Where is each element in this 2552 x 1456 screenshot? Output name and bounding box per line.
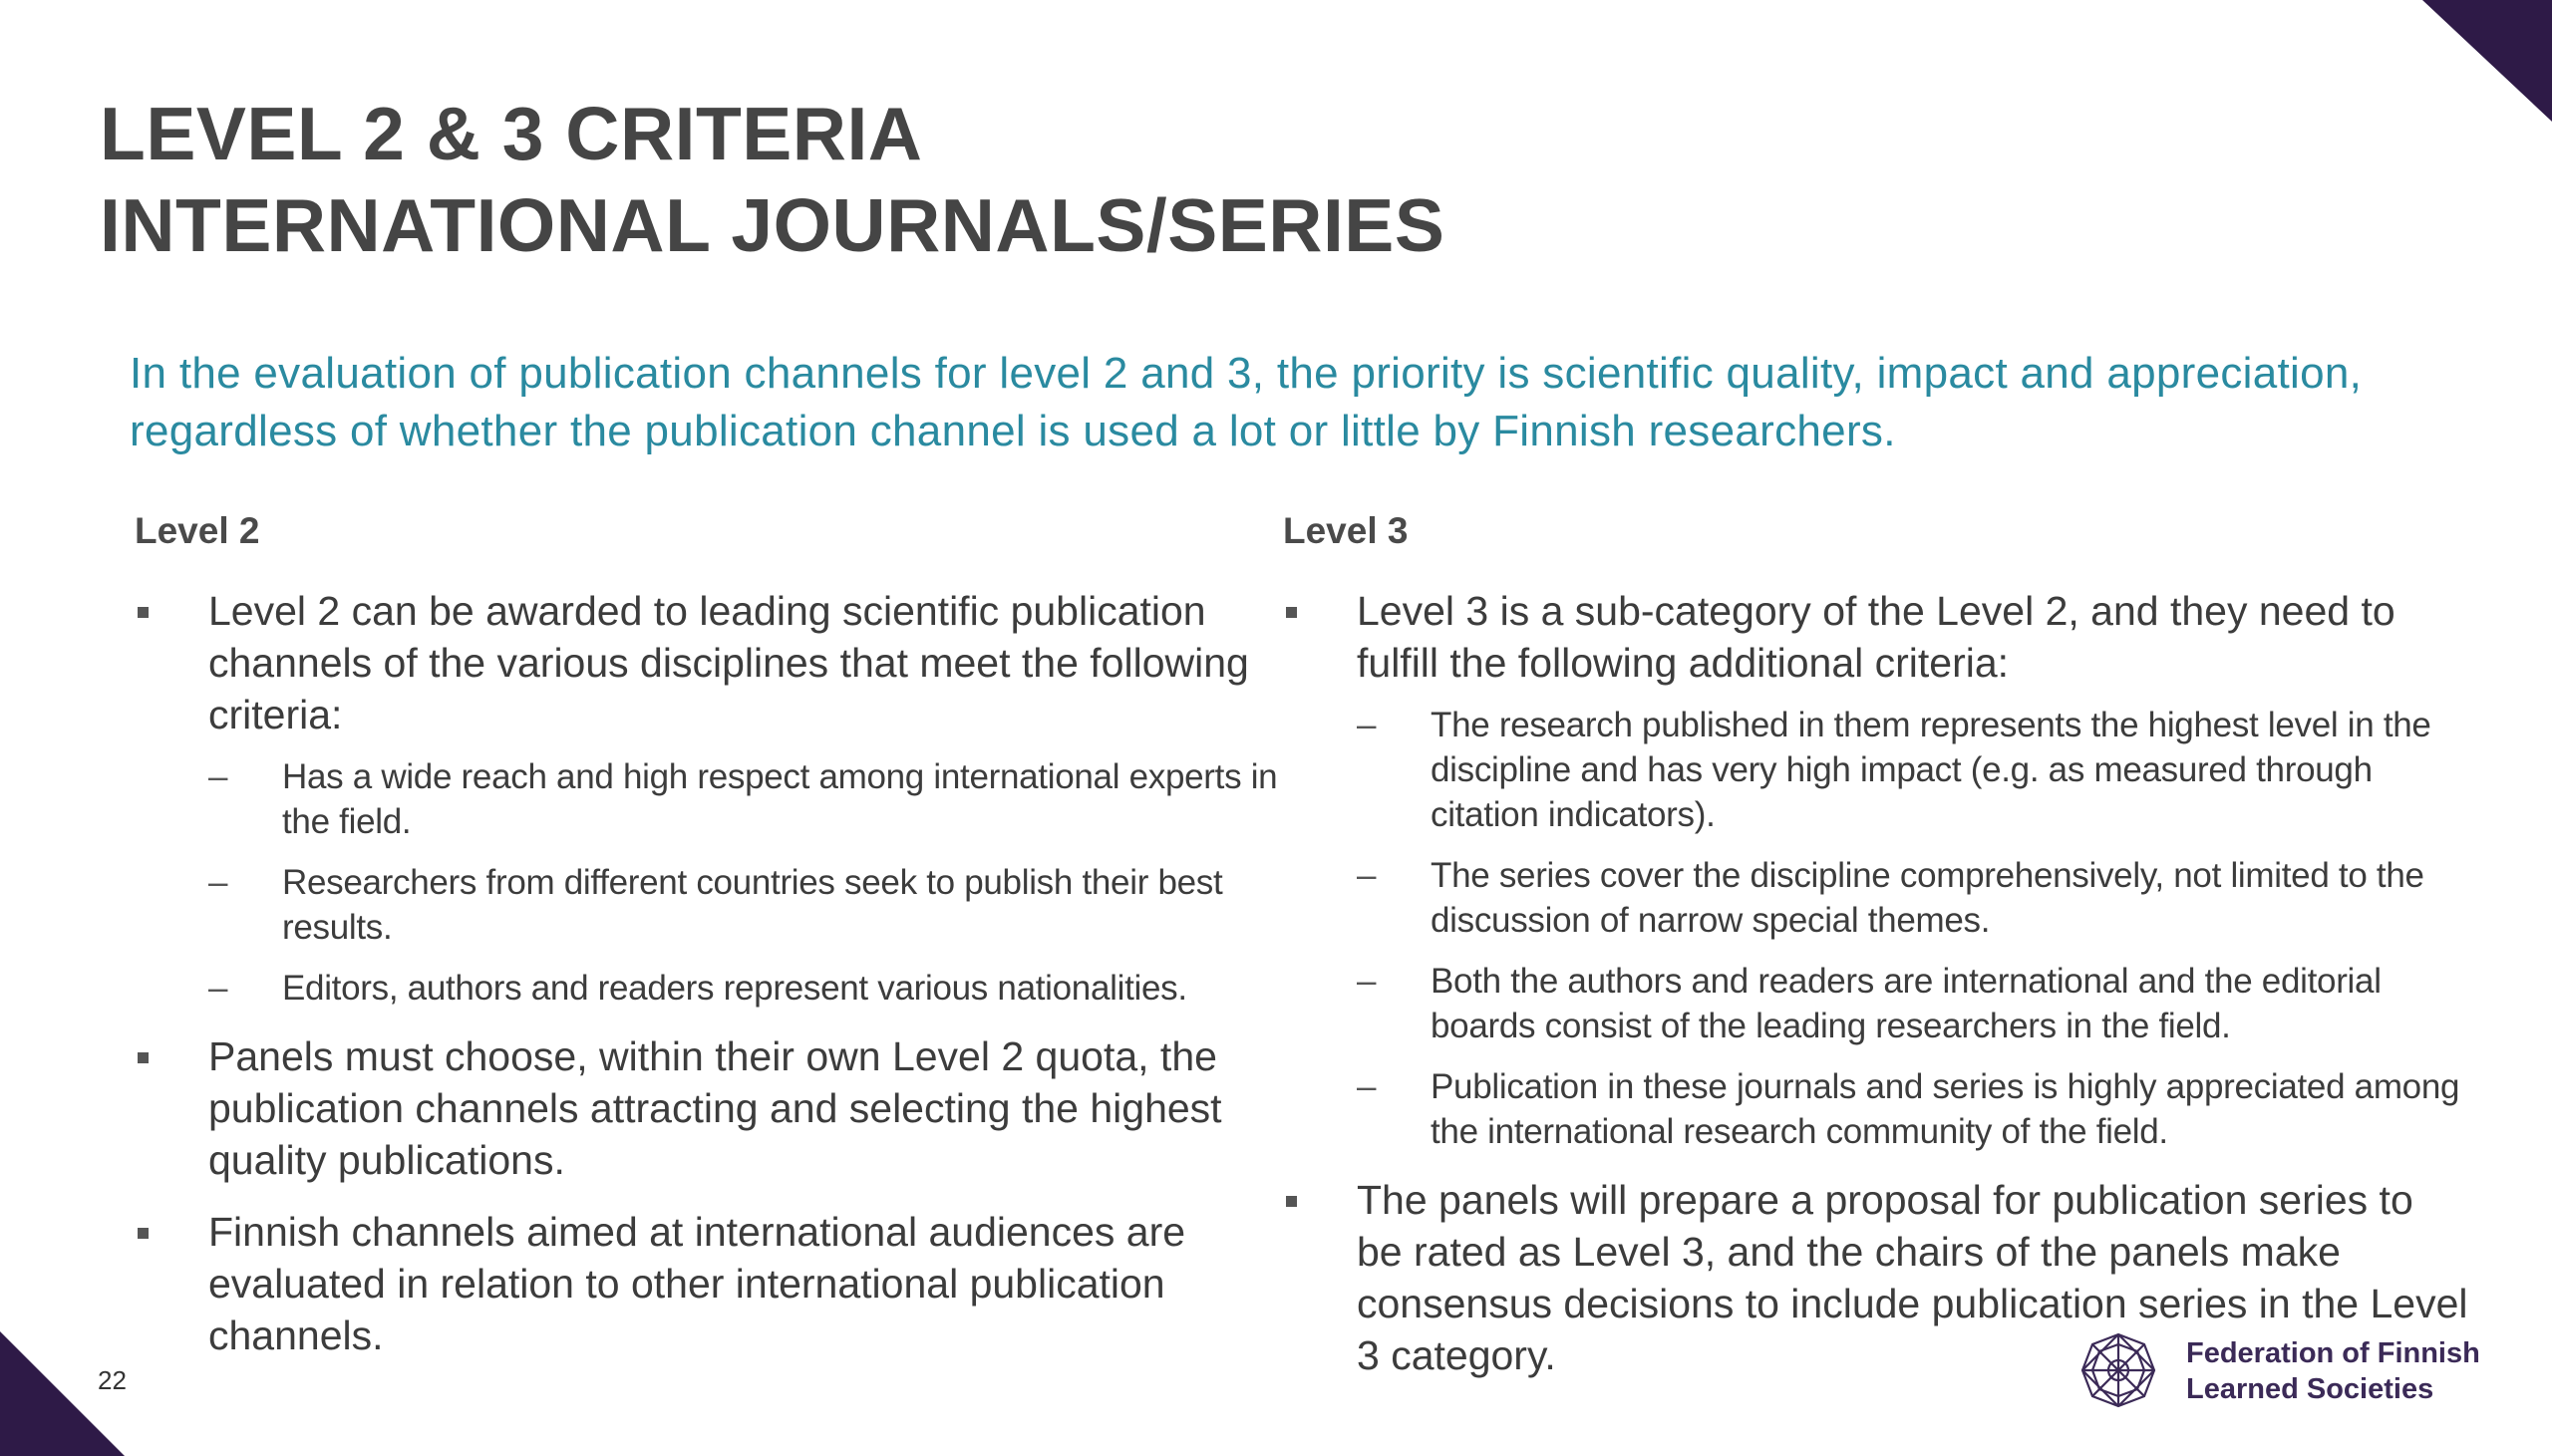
slide-title-line-1: LEVEL 2 & 3 CRITERIA [100,92,923,175]
level-3-bullet-1-text: Level 3 is a sub-category of the Level 2, and they need to fulfill the following additional criteria: [1357,588,2395,686]
level-2-sub-item-3 [208,966,1281,1011]
dash-marker: – [208,969,228,1008]
level-2-sub-list [208,754,1281,1011]
bullet-square-icon [138,607,149,618]
level-2-bullet-3-text: Finnish channels aimed at international audiences are evaluated in relation to other international publication channels. [208,1209,1186,1358]
level-3-sub-item-4 [1357,1064,2469,1154]
bullet-square-icon [138,1228,149,1239]
slide-title-line-2: INTERNATIONAL JOURNALS/SERIES [100,183,1445,267]
logo-text-line-2: Learned Societies [2186,1373,2434,1405]
level-2-heading: Level 2 [135,510,260,551]
level-3-sub-item-3-text: Both the authors and readers are international and the editorial boards consist of the leading researchers in the field. [1431,962,2382,1045]
dash-marker: – [1357,706,1377,744]
logo-text-line-1: Federation of Finnish [2186,1337,2480,1369]
level-3-column [1283,503,2469,1401]
level-2-bullet-3 [135,1206,1281,1361]
dash-marker: – [208,757,228,796]
dash-marker: – [1357,1067,1377,1106]
level-2-sub-item-3-text: Editors, authors and readers represent various nationalities. [282,969,1187,1008]
dash-marker: – [208,863,228,902]
bullet-square-icon [1286,607,1297,618]
level-2-sub-item-2 [208,860,1281,950]
bullet-square-icon [138,1052,149,1063]
level-3-sub-item-2-text: The series cover the discipline comprehensively, not limited to the discussion of narrow special themes. [1431,856,2424,940]
level-2-bullet-2-text: Panels must choose, within their own Level 2 quota, the publication channels attracting and selecting the highest quality publications. [208,1033,1222,1183]
slide-title [100,88,1444,271]
bullet-square-icon [1286,1196,1297,1207]
level-3-sub-item-3 [1357,959,2469,1048]
federation-logo-text [2186,1335,2480,1407]
level-2-bullet-list [135,585,1281,1361]
intro-text: In the evaluation of publication channels for level 2 and 3, the priority is scientific quality, impact and appreciation, regardless of whether the publication channel is used a lot or little by Finnish researchers. [130,349,2363,455]
level-3-sub-item-4-text: Publication in these journals and series is highly appreciated among the international research community of the field. [1431,1067,2460,1151]
corner-decoration-top-right [2422,0,2552,122]
level-3-sub-item-1 [1357,703,2469,837]
level-3-sub-item-1-text: The research published in them represents the highest level in the discipline and has very high impact (e.g. as measured through citation indicators). [1431,706,2431,834]
federation-emblem-icon [2078,1330,2158,1410]
level-3-bullet-list [1283,585,2469,1381]
dash-marker: – [1357,962,1377,1001]
level-2-sub-item-1-text: Has a wide reach and high respect among international experts in the field. [282,757,1278,841]
level-3-sub-item-2 [1357,853,2469,943]
level-3-bullet-2-text: The panels will prepare a proposal for publication series to be rated as Level 3, and the chairs of the panels make consensus decisions to include publication series in the Level 3 category. [1357,1177,2468,1378]
level-3-bullet-1 [1283,585,2469,1154]
level-2-bullet-1 [135,585,1281,1011]
level-3-heading: Level 3 [1283,510,1409,551]
level-2-column [135,503,1281,1381]
level-2-bullet-1-text: Level 2 can be awarded to leading scientific publication channels of the various disciplines that meet the following criteria: [208,588,1249,737]
level-3-sub-list [1357,703,2469,1154]
federation-logo [2078,1330,2480,1410]
page-number: 22 [98,1365,127,1395]
level-2-bullet-2 [135,1030,1281,1186]
dash-marker: – [1357,856,1377,895]
level-2-sub-item-2-text: Researchers from different countries seek to publish their best results. [282,863,1223,947]
level-2-sub-item-1 [208,754,1281,844]
